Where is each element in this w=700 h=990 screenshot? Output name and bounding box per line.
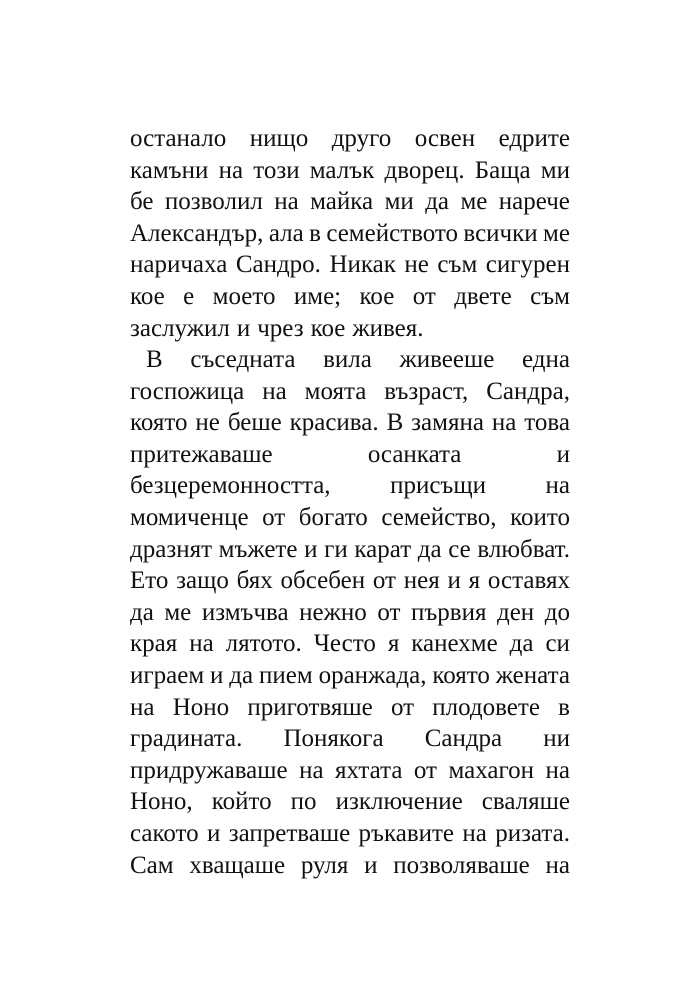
word: придружаваше	[130, 756, 288, 784]
word: хващаше	[189, 851, 286, 879]
word: беше	[227, 409, 282, 437]
word: да	[229, 661, 254, 689]
word: ме	[543, 219, 570, 247]
word: първия	[410, 598, 487, 626]
word: на	[545, 851, 570, 879]
text-line	[130, 755, 570, 787]
word: играем	[130, 661, 205, 689]
word: семейство,	[381, 503, 497, 531]
word: красива.	[289, 409, 379, 437]
word: госпожица	[130, 377, 245, 405]
text-line	[130, 376, 570, 408]
text-line	[130, 723, 570, 755]
word: семейството	[326, 219, 459, 247]
word: В	[146, 346, 163, 373]
word: ни	[543, 725, 570, 753]
text-line	[130, 850, 570, 882]
word: да	[425, 188, 450, 216]
word: махагон	[448, 756, 534, 784]
word: момиченце	[130, 503, 249, 531]
word: карат	[354, 535, 412, 563]
word: присъщи	[390, 472, 486, 500]
word: яхтата	[335, 756, 403, 784]
word: който	[211, 788, 272, 816]
word: градината.	[130, 725, 243, 753]
word: и	[364, 851, 378, 879]
word: една	[522, 346, 570, 373]
word: кое	[359, 282, 395, 310]
word: освен	[414, 125, 476, 152]
word: кое	[130, 282, 165, 310]
word: на	[545, 756, 570, 784]
word: на	[130, 693, 155, 721]
word: я	[387, 630, 400, 658]
word: ги	[324, 535, 348, 563]
word: на	[218, 156, 244, 184]
word: дразнят	[130, 535, 212, 563]
word: по	[290, 788, 317, 816]
word: В	[386, 409, 404, 437]
word: ме	[460, 188, 488, 216]
word: този	[253, 156, 300, 184]
word: руля	[300, 851, 349, 879]
word: ала	[268, 219, 304, 247]
word: си	[545, 630, 570, 658]
word: от	[372, 567, 396, 595]
word: съседната	[190, 346, 296, 373]
word: на	[299, 756, 324, 784]
word: не	[195, 409, 220, 437]
word: дворец.	[384, 156, 465, 184]
word: и	[556, 440, 570, 468]
word: моята	[304, 377, 367, 405]
text-line	[130, 123, 570, 155]
word: от	[377, 598, 401, 626]
word: Сандра	[424, 725, 503, 753]
text-line	[130, 186, 570, 218]
word: двете	[454, 282, 512, 310]
text-line	[130, 692, 570, 724]
word: обсебен	[280, 567, 366, 595]
word: канехме	[411, 630, 498, 658]
word: ми	[540, 156, 570, 184]
word: Сам	[130, 851, 174, 879]
word: бе	[130, 188, 154, 216]
word: оставях	[487, 567, 570, 595]
word: това	[524, 409, 570, 437]
text-line	[130, 155, 570, 187]
word: да	[130, 598, 154, 626]
word: да	[417, 535, 442, 563]
word: заслужил	[130, 314, 230, 342]
word: на	[262, 377, 287, 405]
word: ризата.	[495, 819, 570, 847]
word: нарече	[498, 188, 570, 216]
text-line	[130, 281, 570, 313]
word: богато	[298, 503, 368, 531]
word: от	[412, 282, 436, 310]
word: вила	[323, 346, 372, 373]
word: кое	[310, 314, 346, 342]
word: възраст,	[384, 377, 469, 405]
word: Никак	[329, 251, 396, 279]
word: наричаха	[130, 251, 228, 279]
word: Баща	[474, 156, 531, 184]
word: позволил	[164, 188, 263, 216]
word: измъчва	[201, 598, 289, 626]
word: нежно	[299, 598, 367, 626]
word: в	[309, 219, 321, 247]
paragraph-1	[130, 123, 570, 344]
word: до	[544, 598, 570, 626]
word: на	[462, 819, 487, 847]
text-line	[130, 313, 570, 345]
text-line	[130, 660, 570, 692]
word: ден	[496, 598, 535, 626]
word: позволяваше	[393, 851, 530, 879]
word: нищо	[249, 125, 309, 152]
word: Често	[313, 630, 376, 658]
word: жената	[495, 661, 570, 689]
word: малък	[309, 156, 375, 184]
word: която	[432, 661, 490, 689]
word: едрите	[498, 125, 570, 152]
word: друго	[331, 125, 392, 152]
word: съм	[530, 282, 570, 310]
word: майка	[310, 188, 374, 216]
word: се	[448, 535, 471, 563]
word: ръкавите	[358, 819, 455, 847]
word: чрез	[257, 314, 304, 342]
word: съм	[437, 251, 478, 279]
word: от	[262, 503, 286, 531]
word: от	[390, 693, 415, 721]
text-line	[130, 344, 570, 376]
word: осанката	[367, 440, 462, 468]
word: нея	[403, 567, 440, 595]
word: да	[509, 630, 534, 658]
word: сигурен	[485, 251, 570, 279]
word: безцеремонността,	[130, 472, 331, 500]
word: Сандро.	[235, 251, 321, 279]
word: Сандра,	[486, 377, 570, 405]
word: Ноно,	[130, 788, 193, 816]
word: приготвяше	[247, 693, 373, 721]
word: лятото.	[225, 630, 302, 658]
paragraph-2	[130, 344, 570, 881]
word: име;	[293, 282, 342, 310]
word: и	[304, 535, 318, 563]
word: и	[206, 819, 221, 847]
text-line	[130, 502, 570, 534]
word: ми	[384, 188, 414, 216]
word: Понякога	[283, 725, 384, 753]
word: на	[274, 188, 299, 216]
word: бях	[236, 567, 273, 595]
text-line	[130, 597, 570, 629]
word: края	[130, 630, 178, 658]
word: ме	[164, 598, 192, 626]
word: пием	[259, 661, 313, 689]
word: живея.	[352, 314, 424, 342]
word: които	[510, 503, 570, 531]
text-line	[130, 470, 570, 502]
word: запретваше	[228, 819, 351, 847]
word: и	[236, 314, 251, 342]
word: която	[130, 409, 188, 437]
word: Ноно	[172, 693, 230, 721]
word: на	[189, 630, 214, 658]
text-line	[130, 786, 570, 818]
word: замяна	[411, 409, 484, 437]
word: от	[413, 756, 437, 784]
word: притежаваше	[130, 440, 273, 468]
word: защо	[176, 567, 229, 595]
word: мъжете	[218, 535, 298, 563]
word: Александър,	[130, 219, 264, 247]
word: живееше	[399, 346, 495, 373]
word: влюбват.	[477, 535, 570, 563]
word: в	[558, 693, 570, 721]
text-line	[130, 534, 570, 566]
text-line	[130, 218, 570, 250]
text-line	[130, 439, 570, 471]
word: всички	[463, 219, 538, 247]
word: на	[545, 472, 570, 500]
word: Ето	[130, 567, 169, 595]
word: моето	[212, 282, 276, 310]
text-line	[130, 407, 570, 439]
word: плодовете	[432, 693, 540, 721]
text-line	[130, 818, 570, 850]
word: е	[183, 282, 195, 310]
text-line	[130, 249, 570, 281]
text-line	[130, 565, 570, 597]
word: останало	[130, 125, 227, 152]
word: камъни	[130, 156, 209, 184]
word: я	[468, 567, 481, 595]
word: не	[404, 251, 429, 279]
text-line	[130, 628, 570, 660]
word: изключение	[335, 788, 463, 816]
word: сакото	[130, 819, 199, 847]
word: и	[447, 567, 461, 595]
word: сваляше	[481, 788, 570, 816]
word: на	[491, 409, 517, 437]
word: оранжада,	[318, 661, 427, 689]
word: и	[210, 661, 224, 689]
